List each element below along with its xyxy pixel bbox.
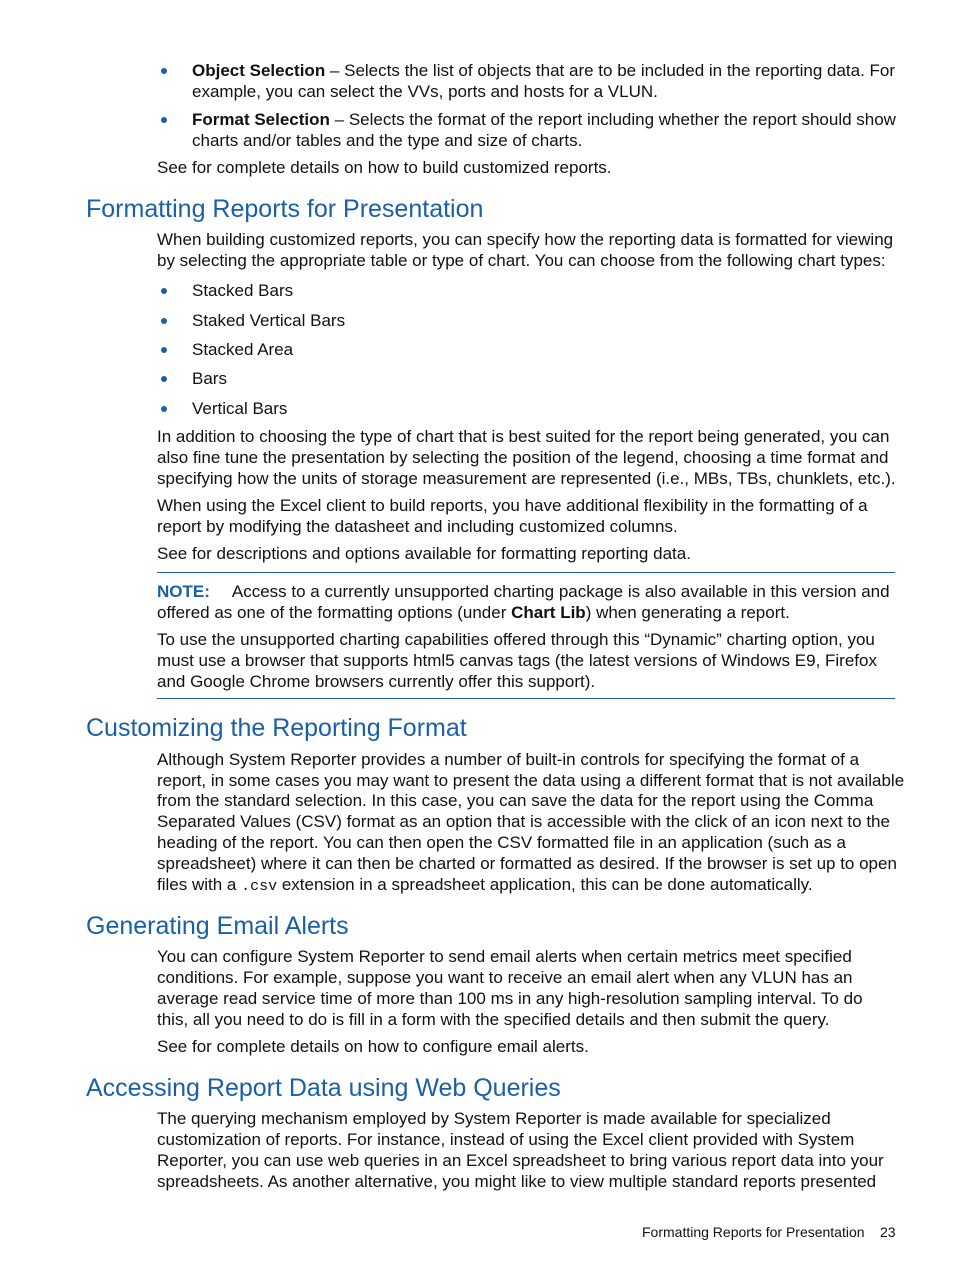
- csv-extension-code: .csv: [241, 878, 278, 895]
- note-line: [157, 602, 790, 623]
- paragraph-line: spreadsheet) where it can then be charted or formatted as desired. If the browser is set up to open: [157, 854, 897, 873]
- paragraph-line: average read service time of more than 100 ms in any high-resolution sampling interval. To do: [157, 989, 863, 1008]
- note-text: Access to a currently unsupported charting package is also available in this version and: [231, 582, 890, 601]
- paragraph-line: See for complete details on how to configure email alerts.: [157, 1037, 589, 1056]
- paragraph-line: heading of the report. You can then open the CSV formatted file in an application (such as a: [157, 833, 846, 852]
- bullet-text: – Selects the list of objects that are to be included in the reporting data. For: [325, 61, 896, 80]
- chart-lib-term: Chart Lib: [511, 603, 586, 622]
- note-line: To use the unsupported charting capabilities offered through this “Dynamic” charting option, you: [157, 630, 875, 649]
- bullet-dot: [161, 376, 167, 382]
- bullet-item-format-selection: [192, 109, 896, 130]
- chart-type-item: Stacked Bars: [192, 281, 294, 300]
- bullet-term: Format Selection: [192, 110, 330, 129]
- paragraph-line: Although System Reporter provides a number of built-in controls for specifying the format of a: [157, 750, 860, 769]
- paragraph-line: See for descriptions and options available for formatting reporting data.: [157, 544, 691, 563]
- section-heading-formatting: Formatting Reports for Presentation: [86, 195, 484, 223]
- paragraph-line: In addition to choosing the type of chart that is best suited for the report being generated, you can: [157, 427, 890, 446]
- paragraph-text: extension in a spreadsheet application, this can be done automatically.: [277, 875, 813, 894]
- paragraph-line: Separated Values (CSV) format as an option that is accessible with the click of an icon next to the: [157, 812, 890, 831]
- bullet-dot: [161, 288, 167, 294]
- bullet-item-object-selection: [192, 60, 895, 81]
- bullet-dot: [161, 68, 167, 74]
- bullet-term: Object Selection: [192, 61, 326, 80]
- note-label: NOTE:: [157, 582, 210, 601]
- paragraph-line: [157, 874, 813, 897]
- paragraph-line: customization of reports. For instance, instead of using the Excel client provided with System: [157, 1130, 855, 1149]
- bullet-text: – Selects the format of the report including whether the report should show: [329, 110, 896, 129]
- paragraph-line: by selecting the appropriate table or type of chart. You can choose from the following chart types:: [157, 251, 886, 270]
- page-number: 23: [880, 1224, 896, 1240]
- paragraph-line: conditions. For example, suppose you want to receive an email alert when any VLUN has an: [157, 968, 853, 987]
- note-top-rule: [157, 572, 895, 573]
- note-line: and Google Chrome browsers currently offer this support).: [157, 672, 596, 691]
- section-heading-customizing: Customizing the Reporting Format: [86, 714, 467, 742]
- bullet-item-continuation: charts and/or tables and the type and size of charts.: [192, 131, 583, 150]
- paragraph-text: files with a: [157, 875, 242, 894]
- bullet-item-continuation: example, you can select the VVs, ports and hosts for a VLUN.: [192, 82, 658, 101]
- paragraph-line: When building customized reports, you can specify how the reporting data is formatted for viewing: [157, 230, 894, 249]
- paragraph-line: spreadsheets. As another alternative, you might like to view multiple standard reports presented: [157, 1172, 877, 1191]
- chart-type-item: Bars: [192, 369, 227, 388]
- footer-title: Formatting Reports for Presentation: [642, 1224, 865, 1240]
- paragraph-line: from the standard selection. In this case, you can save the data for the report using the Comma: [157, 791, 874, 810]
- paragraph-line: The querying mechanism employed by System Reporter is made available for specialized: [157, 1109, 831, 1128]
- section-heading-web-queries: Accessing Report Data using Web Queries: [86, 1074, 561, 1102]
- intro-see-text: See for complete details on how to build customized reports.: [157, 158, 612, 177]
- chart-type-item: Stacked Area: [192, 340, 294, 359]
- paragraph-line: also fine tune the presentation by selecting the position of the legend, choosing a time format and: [157, 448, 889, 467]
- paragraph-line: When using the Excel client to build reports, you have additional flexibility in the formatting of a: [157, 496, 868, 515]
- bullet-dot: [161, 318, 167, 324]
- bullet-dot: [161, 117, 167, 123]
- note-line: must use a browser that supports html5 canvas tags (the latest versions of Windows E9, Firefox: [157, 651, 877, 670]
- paragraph-line: this, all you need to do is fill in a form with the specified details and then submit the query.: [157, 1010, 830, 1029]
- section-heading-email-alerts: Generating Email Alerts: [86, 912, 349, 940]
- note-text: offered as one of the formatting options (under: [157, 603, 512, 622]
- chart-type-item: Vertical Bars: [192, 399, 288, 418]
- note-line: [157, 581, 890, 602]
- chart-type-item: Staked Vertical Bars: [192, 311, 346, 330]
- paragraph-line: report by modifying the datasheet and including customized columns.: [157, 517, 678, 536]
- paragraph-line: Reporter, you can use web queries in an Excel spreadsheet to bring various report data into your: [157, 1151, 884, 1170]
- paragraph-line: You can configure System Reporter to send email alerts when certain metrics meet specified: [157, 947, 852, 966]
- bullet-dot: [161, 406, 167, 412]
- paragraph-line: report, in some cases you may want to present the data using a different format that is not available: [157, 771, 905, 790]
- note-text: ) when generating a report.: [585, 603, 790, 622]
- note-bottom-rule: [157, 698, 895, 699]
- bullet-dot: [161, 347, 167, 353]
- paragraph-line: specifying how the units of storage measurement are represented (i.e., MBs, TBs, chunklets, etc.).: [157, 469, 896, 488]
